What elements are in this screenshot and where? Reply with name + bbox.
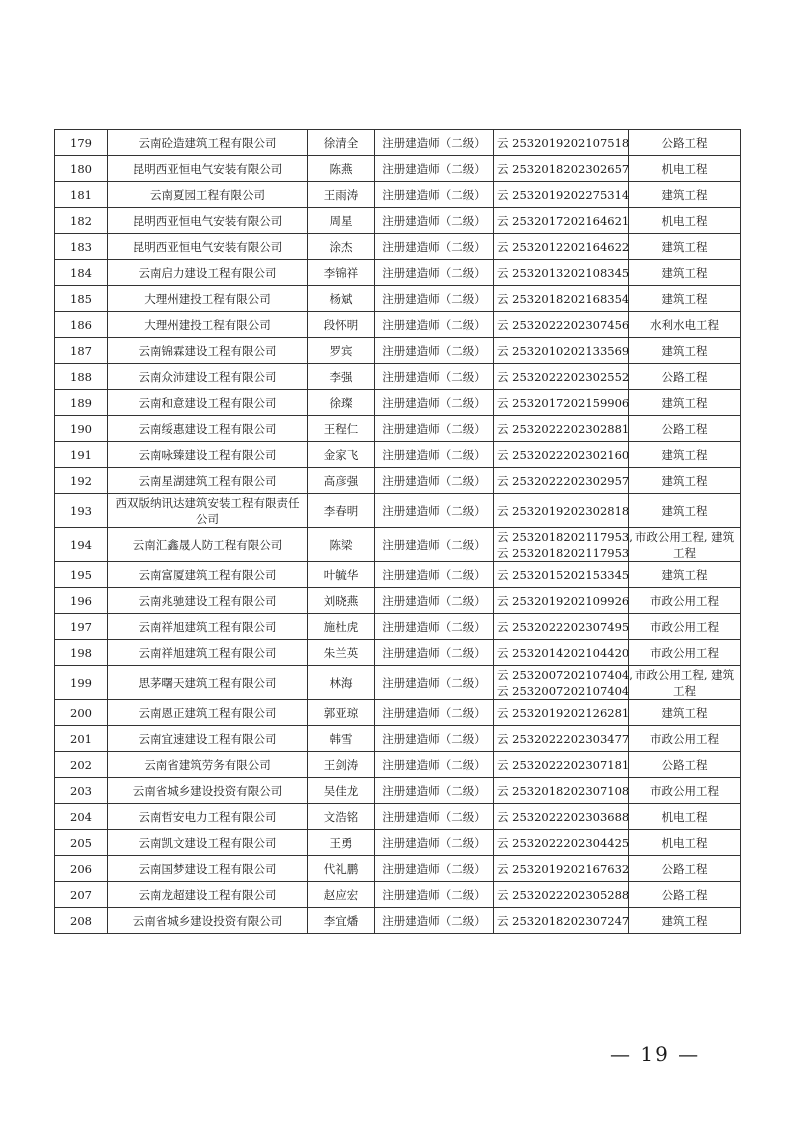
table-row — [55, 312, 741, 338]
row-number: 179 — [55, 130, 108, 156]
certificate-number — [494, 666, 633, 700]
qualification: 注册建造师（二级） — [375, 338, 494, 364]
specialty: 建筑工程 — [629, 562, 741, 588]
company-name: 云南咏臻建设工程有限公司 — [108, 442, 308, 468]
qualification: 注册建造师（二级） — [375, 468, 494, 494]
table-row — [55, 614, 741, 640]
certificate-line: 云 2532022202302160 — [497, 447, 630, 462]
certificate-line: 云 2532019202302818 — [497, 503, 630, 518]
company-name: 云南富厦建筑工程有限公司 — [108, 562, 308, 588]
table-row — [55, 156, 741, 182]
certificate-line: 云 2532022202302552 — [497, 369, 630, 384]
person-name: 郭亚琼 — [308, 700, 375, 726]
certificate-line: 云 2532022202302957 — [497, 473, 630, 488]
certificate-number — [494, 182, 629, 208]
qualification: 注册建造师（二级） — [375, 752, 494, 778]
person-name: 刘晓燕 — [308, 588, 375, 614]
certificate-line: 云 2532018202117953, — [497, 529, 633, 544]
specialty: 建筑工程 — [629, 468, 741, 494]
row-number: 208 — [55, 908, 108, 934]
qualification: 注册建造师（二级） — [375, 700, 494, 726]
table-row — [55, 208, 741, 234]
person-name: 王程仁 — [308, 416, 375, 442]
company-name: 云南省城乡建设投资有限公司 — [108, 908, 308, 934]
row-number: 200 — [55, 700, 108, 726]
qualification: 注册建造师（二级） — [375, 364, 494, 390]
specialty: 建筑工程 — [629, 234, 741, 260]
certificate-number — [494, 856, 629, 882]
specialty: 建筑工程 — [629, 338, 741, 364]
company-name: 云南恩正建筑工程有限公司 — [108, 700, 308, 726]
certificate-number — [494, 726, 629, 752]
specialty: 机电工程 — [629, 804, 741, 830]
table-row — [55, 562, 741, 588]
company-name: 云南祥旭建筑工程有限公司 — [108, 614, 308, 640]
table-row — [55, 830, 741, 856]
specialty: 市政公用工程 — [629, 726, 741, 752]
company-name: 云南砼造建筑工程有限公司 — [108, 130, 308, 156]
person-name: 徐清全 — [308, 130, 375, 156]
certificate-number — [494, 156, 629, 182]
specialty: 建筑工程 — [629, 390, 741, 416]
qualification: 注册建造师（二级） — [375, 856, 494, 882]
table-row — [55, 494, 741, 528]
qualification: 注册建造师（二级） — [375, 390, 494, 416]
qualification: 注册建造师（二级） — [375, 588, 494, 614]
specialty: 机电工程 — [629, 156, 741, 182]
person-name: 王剑涛 — [308, 752, 375, 778]
table-row — [55, 442, 741, 468]
table-row — [55, 182, 741, 208]
table-row — [55, 130, 741, 156]
certificate-line: 云 2532022202307181 — [497, 757, 630, 772]
qualification: 注册建造师（二级） — [375, 666, 494, 700]
row-number: 206 — [55, 856, 108, 882]
person-name: 文浩铭 — [308, 804, 375, 830]
row-number: 201 — [55, 726, 108, 752]
table-row — [55, 260, 741, 286]
qualification: 注册建造师（二级） — [375, 286, 494, 312]
company-name: 云南凯文建设工程有限公司 — [108, 830, 308, 856]
person-name: 李强 — [308, 364, 375, 390]
qualification: 注册建造师（二级） — [375, 234, 494, 260]
specialty: 建筑工程 — [629, 494, 741, 528]
certificate-number — [494, 442, 629, 468]
table-row — [55, 700, 741, 726]
company-name: 云南哲安电力工程有限公司 — [108, 804, 308, 830]
certificate-line: 云 2532018202307108 — [497, 783, 630, 798]
specialty: 市政公用工程 — [629, 640, 741, 666]
person-name: 李春明 — [308, 494, 375, 528]
table-row — [55, 286, 741, 312]
row-number: 191 — [55, 442, 108, 468]
certificate-number — [494, 700, 629, 726]
certificate-number — [494, 528, 633, 562]
certificate-line: 云 2532019202107518 — [497, 135, 630, 150]
qualification: 注册建造师（二级） — [375, 208, 494, 234]
certificate-line: 云 2532007202107404, — [497, 667, 633, 682]
person-name: 罗宾 — [308, 338, 375, 364]
company-name: 云南省城乡建设投资有限公司 — [108, 778, 308, 804]
certificate-number — [494, 338, 629, 364]
specialty: 建筑工程 — [629, 260, 741, 286]
company-name: 云南国梦建设工程有限公司 — [108, 856, 308, 882]
table-row — [55, 416, 741, 442]
person-name: 代礼鹏 — [308, 856, 375, 882]
row-number: 197 — [55, 614, 108, 640]
table-body — [55, 130, 741, 934]
specialty: 建筑工程 — [629, 908, 741, 934]
person-name: 徐璨 — [308, 390, 375, 416]
table-row — [55, 908, 741, 934]
certificate-line: 云 2532012202164622 — [497, 239, 630, 254]
certificate-line: 云 2532022202307495 — [497, 619, 630, 634]
specialty: 市政公用工程 — [629, 778, 741, 804]
specialty: 机电工程 — [629, 208, 741, 234]
certificate-number — [494, 364, 629, 390]
company-name: 云南启力建设工程有限公司 — [108, 260, 308, 286]
company-name: 大理州建投工程有限公司 — [108, 286, 308, 312]
certificate-number — [494, 312, 629, 338]
company-name: 云南汇鑫晟人防工程有限公司 — [108, 528, 308, 562]
person-name: 金家飞 — [308, 442, 375, 468]
registration-table — [54, 129, 741, 934]
qualification: 注册建造师（二级） — [375, 726, 494, 752]
person-name: 高彦强 — [308, 468, 375, 494]
qualification: 注册建造师（二级） — [375, 156, 494, 182]
person-name: 叶毓华 — [308, 562, 375, 588]
table-row — [55, 234, 741, 260]
company-name: 昆明西亚恒电气安装有限公司 — [108, 156, 308, 182]
qualification: 注册建造师（二级） — [375, 494, 494, 528]
certificate-number — [494, 416, 629, 442]
row-number: 181 — [55, 182, 108, 208]
row-number: 194 — [55, 528, 108, 562]
row-number: 193 — [55, 494, 108, 528]
table-row — [55, 778, 741, 804]
row-number: 183 — [55, 234, 108, 260]
certificate-number — [494, 804, 629, 830]
person-name: 周星 — [308, 208, 375, 234]
certificate-line: 云 2532018202307247 — [497, 913, 630, 928]
certificate-number — [494, 494, 629, 528]
certificate-line: 云 2532022202303688 — [497, 809, 630, 824]
certificate-line: 云 2532014202104420 — [497, 645, 630, 660]
specialty: 市政公用工程 — [629, 614, 741, 640]
row-number: 199 — [55, 666, 108, 700]
specialty: 建筑工程 — [629, 442, 741, 468]
row-number: 185 — [55, 286, 108, 312]
qualification: 注册建造师（二级） — [375, 416, 494, 442]
qualification: 注册建造师（二级） — [375, 442, 494, 468]
row-number: 196 — [55, 588, 108, 614]
table-row — [55, 804, 741, 830]
specialty: 市政公用工程 — [629, 588, 741, 614]
qualification: 注册建造师（二级） — [375, 182, 494, 208]
certificate-line: 云 2532018202117953 — [497, 545, 630, 560]
specialty: 建筑工程 — [629, 182, 741, 208]
certificate-line: 云 2532019202275314 — [497, 187, 630, 202]
qualification: 注册建造师（二级） — [375, 640, 494, 666]
row-number: 205 — [55, 830, 108, 856]
company-name: 昆明西亚恒电气安装有限公司 — [108, 208, 308, 234]
row-number: 182 — [55, 208, 108, 234]
certificate-line: 云 2532018202302657 — [497, 161, 630, 176]
table-row — [55, 364, 741, 390]
certificate-number — [494, 468, 629, 494]
table-row — [55, 390, 741, 416]
row-number: 203 — [55, 778, 108, 804]
company-name: 云南绥惠建设工程有限公司 — [108, 416, 308, 442]
company-name: 云南龙超建设工程有限公司 — [108, 882, 308, 908]
qualification: 注册建造师（二级） — [375, 312, 494, 338]
certificate-line: 云 2532022202305288 — [497, 887, 630, 902]
row-number: 198 — [55, 640, 108, 666]
person-name: 吴佳龙 — [308, 778, 375, 804]
certificate-number — [494, 778, 629, 804]
certificate-number — [494, 562, 629, 588]
certificate-number — [494, 588, 629, 614]
row-number: 204 — [55, 804, 108, 830]
person-name: 王雨涛 — [308, 182, 375, 208]
certificate-line: 云 2532022202304425 — [497, 835, 630, 850]
certificate-line: 云 2532017202164621 — [497, 213, 630, 228]
company-name: 昆明西亚恒电气安装有限公司 — [108, 234, 308, 260]
certificate-line: 云 2532019202126281 — [497, 705, 630, 720]
qualification: 注册建造师（二级） — [375, 804, 494, 830]
person-name: 赵应宏 — [308, 882, 375, 908]
row-number: 195 — [55, 562, 108, 588]
row-number: 189 — [55, 390, 108, 416]
table-row — [55, 726, 741, 752]
certificate-line: 云 2532018202168354 — [497, 291, 630, 306]
certificate-number — [494, 882, 629, 908]
certificate-number — [494, 208, 629, 234]
table-row — [55, 752, 741, 778]
certificate-line: 云 2532015202153345 — [497, 567, 630, 582]
table-row — [55, 856, 741, 882]
certificate-number — [494, 752, 629, 778]
row-number: 184 — [55, 260, 108, 286]
table-row — [55, 338, 741, 364]
company-name: 云南星湖建筑工程有限公司 — [108, 468, 308, 494]
qualification: 注册建造师（二级） — [375, 830, 494, 856]
table-row — [55, 882, 741, 908]
page-number: — 19 — — [610, 1042, 701, 1066]
specialty: 公路工程 — [629, 752, 741, 778]
person-name: 段怀明 — [308, 312, 375, 338]
specialty: 水利水电工程 — [629, 312, 741, 338]
row-number: 187 — [55, 338, 108, 364]
row-number: 190 — [55, 416, 108, 442]
specialty: 公路工程 — [629, 882, 741, 908]
certificate-line: 云 2532019202167632 — [497, 861, 630, 876]
row-number: 192 — [55, 468, 108, 494]
certificate-number — [494, 908, 629, 934]
row-number: 202 — [55, 752, 108, 778]
certificate-line: 云 2532022202303477 — [497, 731, 630, 746]
qualification: 注册建造师（二级） — [375, 614, 494, 640]
row-number: 186 — [55, 312, 108, 338]
specialty: 公路工程 — [629, 856, 741, 882]
person-name: 李锦祥 — [308, 260, 375, 286]
company-name: 西双版纳讯达建筑安装工程有限责任公司 — [108, 494, 308, 528]
person-name: 韩雪 — [308, 726, 375, 752]
certificate-line: 云 2532017202159906 — [497, 395, 630, 410]
qualification: 注册建造师（二级） — [375, 528, 494, 562]
certificate-number — [494, 130, 629, 156]
table-row — [55, 666, 741, 700]
specialty: 公路工程 — [629, 416, 741, 442]
certificate-line: 云 2532019202109926 — [497, 593, 630, 608]
qualification: 注册建造师（二级） — [375, 778, 494, 804]
specialty: 机电工程 — [629, 830, 741, 856]
company-name: 云南夏园工程有限公司 — [108, 182, 308, 208]
person-name: 杨斌 — [308, 286, 375, 312]
table-row — [55, 468, 741, 494]
table-row — [55, 640, 741, 666]
specialty: 建筑工程 — [629, 700, 741, 726]
company-name: 云南祥旭建筑工程有限公司 — [108, 640, 308, 666]
qualification: 注册建造师（二级） — [375, 882, 494, 908]
certificate-line: 云 2532022202307456 — [497, 317, 630, 332]
certificate-line: 云 2532022202302881 — [497, 421, 630, 436]
person-name: 陈燕 — [308, 156, 375, 182]
certificate-number — [494, 614, 629, 640]
certificate-number — [494, 260, 629, 286]
qualification: 注册建造师（二级） — [375, 908, 494, 934]
specialty: 建筑工程 — [629, 286, 741, 312]
company-name: 云南和意建设工程有限公司 — [108, 390, 308, 416]
company-name: 大理州建投工程有限公司 — [108, 312, 308, 338]
specialty: 市政公用工程, 建筑工程 — [629, 528, 741, 562]
certificate-line: 云 2532007202107404 — [497, 683, 630, 698]
specialty: 公路工程 — [629, 364, 741, 390]
row-number: 207 — [55, 882, 108, 908]
company-name: 云南锦霖建设工程有限公司 — [108, 338, 308, 364]
certificate-number — [494, 234, 629, 260]
company-name: 云南兆驰建设工程有限公司 — [108, 588, 308, 614]
certificate-number — [494, 390, 629, 416]
certificate-number — [494, 286, 629, 312]
row-number: 188 — [55, 364, 108, 390]
table-row — [55, 528, 741, 562]
person-name: 林海 — [308, 666, 375, 700]
company-name: 云南省建筑劳务有限公司 — [108, 752, 308, 778]
qualification: 注册建造师（二级） — [375, 130, 494, 156]
person-name: 李宜燔 — [308, 908, 375, 934]
qualification: 注册建造师（二级） — [375, 260, 494, 286]
certificate-number — [494, 640, 629, 666]
certificate-line: 云 2532010202133569 — [497, 343, 630, 358]
person-name: 王勇 — [308, 830, 375, 856]
person-name: 涂杰 — [308, 234, 375, 260]
certificate-line: 云 2532013202108345 — [497, 265, 630, 280]
person-name: 施杜虎 — [308, 614, 375, 640]
specialty: 市政公用工程, 建筑工程 — [629, 666, 741, 700]
person-name: 朱兰英 — [308, 640, 375, 666]
row-number: 180 — [55, 156, 108, 182]
certificate-number — [494, 830, 629, 856]
specialty: 公路工程 — [629, 130, 741, 156]
person-name: 陈梁 — [308, 528, 375, 562]
company-name: 云南众沛建设工程有限公司 — [108, 364, 308, 390]
company-name: 云南宜速建设工程有限公司 — [108, 726, 308, 752]
qualification: 注册建造师（二级） — [375, 562, 494, 588]
table-row — [55, 588, 741, 614]
company-name: 思茅曙天建筑工程有限公司 — [108, 666, 308, 700]
